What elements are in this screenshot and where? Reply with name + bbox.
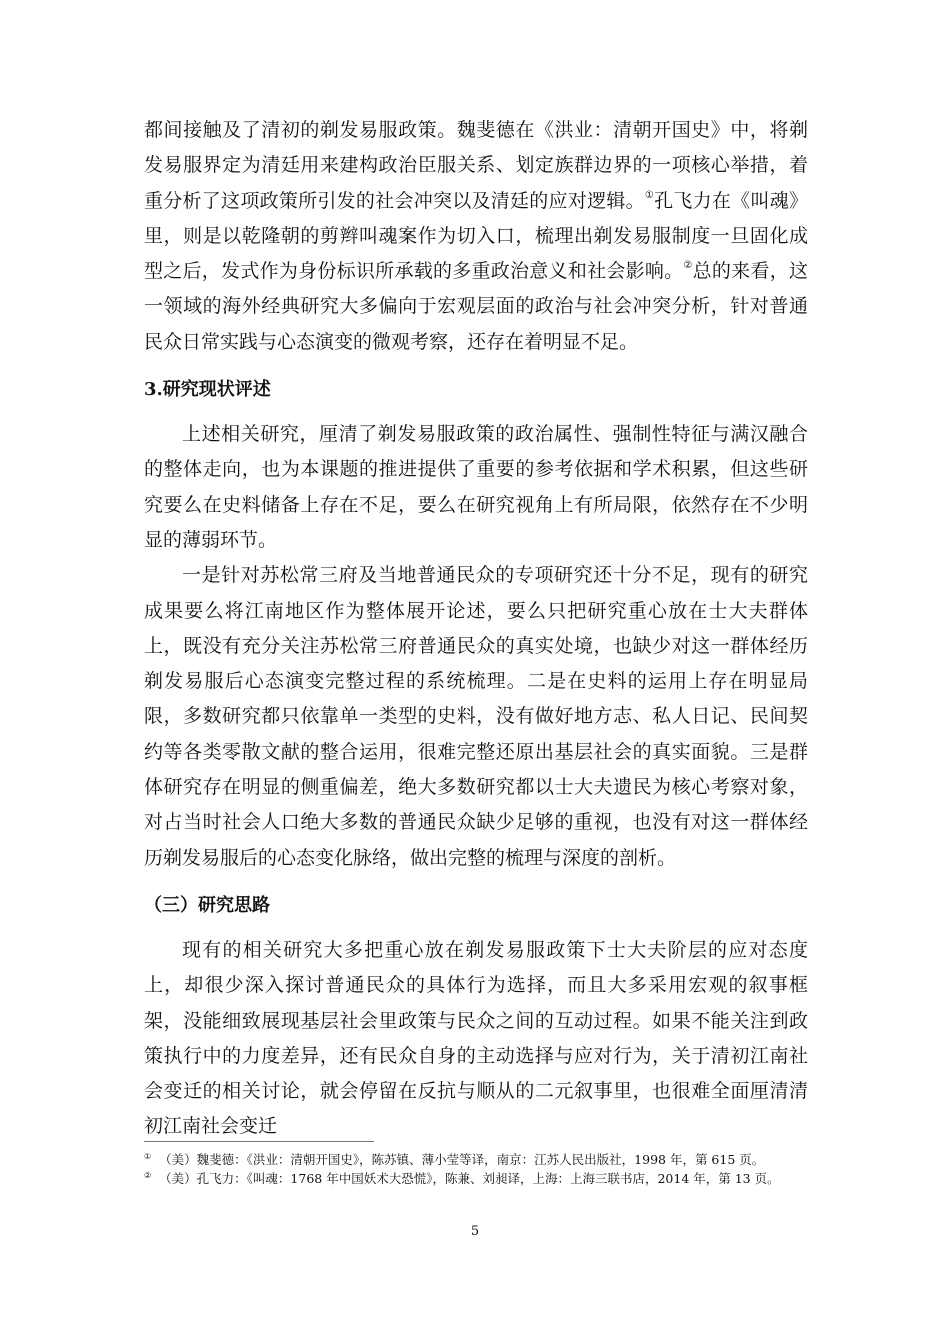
footnote-1 (144, 1150, 808, 1169)
paragraph: 现有的相关研究大多把重心放在剃发易服政策下士大夫阶层的应对态度上，却很少深入探讨普通民众的具体行为选择，而且大多采用宏观的叙事框架，没能细致展现基层社会里政策与民众之间的互动过程。如果不能关注到政策执行中的力度差异，还有民众自身的主动选择与应对行为，关于清初江南社会变迁的相关讨论，就会停留在反抗与顺从的二元叙事里，也很难全面厘清清初江南社会变迁 (144, 938, 808, 1138)
paragraph: 上述相关研究，厘清了剃发易服政策的政治属性、强制性特征与满汉融合的整体走向，也为本课题的推进提供了重要的参考依据和学术积累，但这些研究要么在史料储备上存在不足，要么在研究视角上有所局限，依然存在不少明显的薄弱环节。 (144, 423, 808, 551)
paragraph-text: 都间接触及了清初的剃发易服政策。魏斐德在《洪业：清朝开国史》中，将剃发易服界定为清廷用来建构政治臣服关系、划定族群边界的一项核心举措，着重分析了这项政策所引发的社会冲突以及清廷的应对逻辑。 (144, 119, 808, 212)
paragraph: 一是针对苏松常三府及当地普通民众的专项研究还十分不足，现有的研究成果要么将江南地区作为整体展开论述，要么只把研究重心放在士大夫群体上，既没有充分关注苏松常三府普通民众的真实处境，也缺少对这一群体经历剃发易服后心态演变完整过程的系统梳理。二是在史料的运用上存在明显局限，多数研究都只依靠单一类型的史料，没有做好地方志、私人日记、民间契约等各类零散文献的整合运用，很难完整还原出基层社会的真实面貌。三是群体研究存在明显的侧重偏差，绝大多数研究都以士大夫遗民为核心考察对象，对占当时社会人口绝大多数的普通民众缺少足够的重视，也没有对这一群体经历剃发易服后的心态变化脉络，做出完整的梳理与深度的剖析。 (144, 564, 808, 869)
page-number: 5 (470, 1224, 480, 1239)
footnote-ref-1: ① (644, 189, 655, 201)
footnote-text: （美）魏斐德：《洪业：清朝开国史》，陈苏镇、薄小莹等译，南京：江苏人民出版社，1998 年，第 615 页。 (159, 1152, 765, 1167)
body-text (144, 113, 808, 1145)
paragraph-text: 孔飞力在《叫魂》里，则是以乾隆朝的剪辫叫魂案作为切入口，梳理出剃发易服制度一旦固化成型之后，发式作为身份标识所承载的多重政治意义和社会影响。 (144, 189, 808, 283)
footnotes (144, 1150, 808, 1188)
section-heading-review: 3.研究现状评述 (144, 379, 271, 401)
footnote-mark: ① (144, 1152, 152, 1161)
footnote-mark: ② (144, 1171, 152, 1180)
footnote-2 (144, 1169, 808, 1188)
footnote-separator (144, 1141, 374, 1142)
paragraph-continued (144, 113, 808, 360)
paragraph-text: 总的来看，这一领域的海外经典研究大多偏向于宏观层面的政治与社会冲突分析，针对普通民众日常实践与心态演变的微观考察，还存在着明显不足。 (144, 260, 808, 353)
footnote-ref-2: ② (683, 260, 693, 272)
footnote-text: （美）孔飞力：《叫魂：1768 年中国妖术大恐慌》，陈兼、刘昶译，上海：上海三联书店，2014 年，第 13 页。 (159, 1171, 780, 1186)
section-heading-approach: （三）研究思路 (144, 894, 270, 916)
